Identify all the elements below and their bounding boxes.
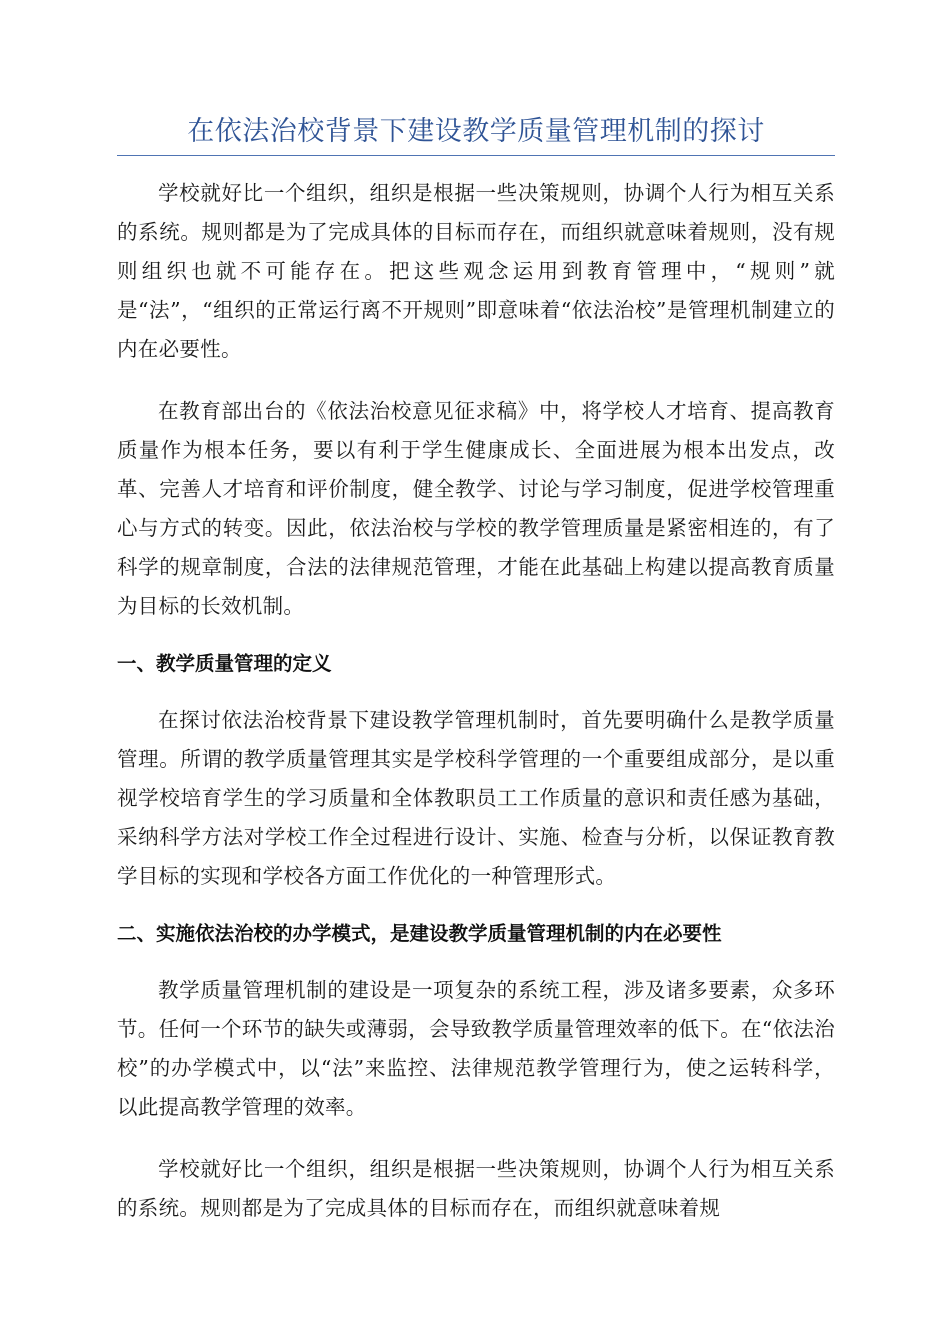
spacer bbox=[117, 156, 835, 174]
section-2-paragraph-2: 学校就好比一个组织，组织是根据一些决策规则，协调个人行为相互关系的系统。规则都是为了完成具体的目标而存在，而组织就意味着规 bbox=[117, 1157, 835, 1220]
section-2-heading: 二、实施依法治校的办学模式，是建设教学质量管理机制的内在必要性 bbox=[117, 922, 722, 945]
spacer bbox=[117, 626, 835, 644]
document-title: 在依法治校背景下建设教学质量管理机制的探讨 bbox=[117, 112, 835, 156]
spacer bbox=[117, 683, 835, 701]
spacer bbox=[117, 369, 835, 392]
section-1-heading: 一、教学质量管理的定义 bbox=[117, 652, 332, 675]
intro-paragraph-1: 学校就好比一个组织，组织是根据一些决策规则，协调个人行为相互关系的系统。规则都是为了完成具体的目标而存在，而组织就意味着规则，没有规则组织也就不可能存在。把这些观念运用到教育管理中，“规则”就是“法”，“组织的正常运行离不开规则”即意味着“依法治校”是管理机制建立的内在必要性。 bbox=[117, 181, 835, 361]
spacer bbox=[117, 896, 835, 914]
spacer bbox=[117, 953, 835, 971]
section-1-paragraph: 在探讨依法治校背景下建设教学管理机制时，首先要明确什么是教学质量管理。所谓的教学质量管理其实是学校科学管理的一个重要组成部分，是以重视学校培育学生的学习质量和全体教职员工工作质量的意识和责任感为基础，采纳科学方法对学校工作全过程进行设计、实施、检查与分析，以保证教育教学目标的实现和学校各方面工作优化的一种管理形式。 bbox=[117, 708, 835, 888]
intro-paragraph-2: 在教育部出台的《依法治校意见征求稿》中，将学校人才培育、提高教育质量作为根本任务，要以有利于学生健康成长、全面进展为根本出发点，改革、完善人才培育和评价制度，健全教学、讨论与学习制度，促进学校管理重心与方式的转变。因此，依法治校与学校的教学管理质量是紧密相连的，有了科学的规章制度，合法的法律规范管理，才能在此基础上构建以提高教育质量为目标的长效机制。 bbox=[117, 399, 835, 618]
section-2-paragraph: 教学质量管理机制的建设是一项复杂的系统工程，涉及诸多要素，众多环节。任何一个环节的缺失或薄弱，会导致教学质量管理效率的低下。在“依法治校”的办学模式中，以“法”来监控、法律规范教学管理行为，使之运转科学，以此提高教学管理的效率。 bbox=[117, 978, 835, 1119]
document-page bbox=[117, 112, 835, 1228]
spacer bbox=[117, 1127, 835, 1150]
